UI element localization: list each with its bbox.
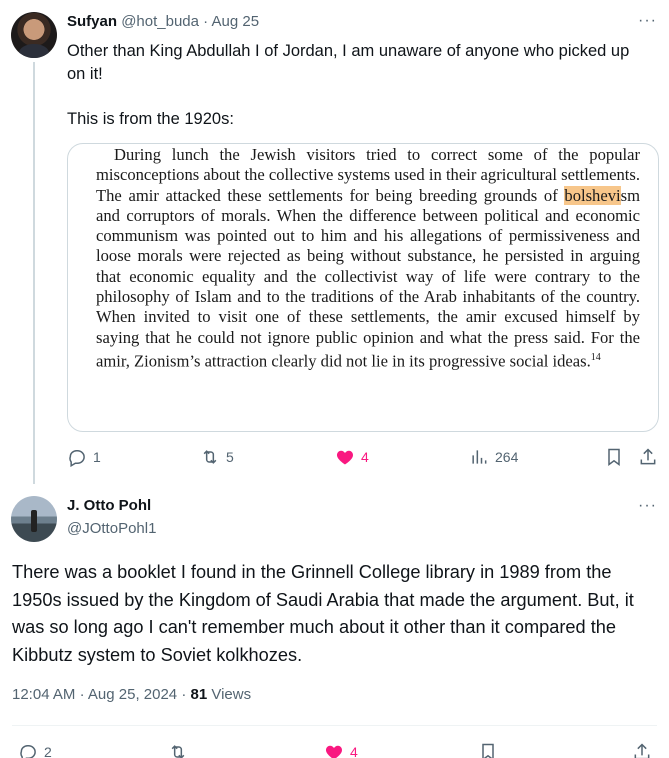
share-button[interactable]: [638, 447, 658, 467]
reply-count: 2: [44, 744, 52, 758]
views-count: 81: [190, 686, 208, 703]
like-icon: [335, 447, 355, 467]
bookmark-icon: [478, 742, 498, 758]
more-options-icon[interactable]: ···: [638, 497, 657, 514]
author-handle[interactable]: @hot_buda: [121, 13, 199, 30]
repost-icon: [200, 447, 220, 467]
highlighted-word: bolshevi: [564, 185, 621, 205]
reply-count: 1: [93, 449, 101, 465]
repost-icon: [168, 742, 188, 758]
avatar[interactable]: [11, 12, 57, 58]
footnote-marker: 14: [590, 351, 601, 363]
author-name[interactable]: Sufyan: [67, 13, 118, 30]
tweet-actions: [12, 742, 657, 758]
tweet-date[interactable]: Aug 25: [211, 13, 260, 30]
like-button[interactable]: [335, 447, 369, 467]
repost-button[interactable]: [168, 742, 188, 758]
bookmark-button[interactable]: [478, 742, 498, 758]
views-label: Views: [211, 686, 252, 703]
views-icon: [469, 447, 489, 467]
author-name[interactable]: J. Otto Pohl: [67, 497, 152, 514]
tweet-time[interactable]: 12:04 AM: [12, 686, 76, 703]
tweet-actions: [67, 447, 659, 469]
reply-button[interactable]: [67, 447, 101, 467]
tweet-text: There was a booklet I found in the Grinnell College library in 1989 from the 1950s issued by the Kingdom of Saudi Arabia that made the argument. But, it was so long ago I can't remember much about it other than it compared the Kibbutz system to Soviet kolkhozes.: [12, 562, 634, 665]
tweet-media-image[interactable]: [67, 143, 659, 432]
views-button[interactable]: [469, 447, 518, 467]
avatar[interactable]: [11, 496, 57, 542]
tweet-text-line: This is from the 1920s:: [67, 110, 234, 128]
scanned-book-text: [96, 145, 640, 372]
author-handle[interactable]: @JOttoPohl1: [67, 520, 157, 537]
tweet-text-line: Other than King Abdullah I of Jordan, I am unaware of anyone who picked up on it!: [67, 42, 630, 83]
repost-count: 5: [226, 449, 234, 465]
share-button[interactable]: [632, 742, 652, 758]
reply-icon: [18, 742, 38, 758]
thread-connector-line: [33, 62, 35, 484]
tweet-meta: [12, 686, 251, 703]
like-button[interactable]: [324, 742, 358, 758]
scan-text-part: During lunch the Jewish visitors tried to correct some of the popular misconceptions about the collective systems used in their agricultural settlements. The amir attacked these settlements for being breeding grounds of: [96, 145, 640, 205]
header-separator: ·: [203, 13, 209, 30]
meta-separator: ·: [181, 686, 187, 703]
divider: [12, 725, 657, 726]
share-icon: [632, 742, 652, 758]
tweet-text: [67, 40, 652, 131]
bookmark-button[interactable]: [604, 447, 624, 467]
views-count: 264: [495, 449, 519, 465]
like-icon: [324, 742, 344, 758]
bookmark-icon: [604, 447, 624, 467]
tweet-date[interactable]: Aug 25, 2024: [87, 686, 178, 703]
repost-button[interactable]: [200, 447, 234, 467]
meta-separator: ·: [79, 686, 85, 703]
like-count: 4: [361, 449, 369, 465]
reply-button[interactable]: [18, 742, 52, 758]
tweet-header: [67, 13, 259, 30]
reply-icon: [67, 447, 87, 467]
share-icon: [638, 447, 658, 467]
scan-text-part: sm and corruptors of morals. When the difference between political and economic communism was pointed out to him and his allegations of permissiveness and loose morals were rejected as being without substance, he persisted in arguing that economic equality and the collectivist way of life were contrary to the philosophy of Islam and to the traditions of the Arab inhabitants of the country. When invited to visit one of these settlements, the amir excused himself by saying that he could not ignore public opinion and what the press said. For the amir, Zionism’s attraction clearly did not lie in its progressive social ideas.: [96, 185, 640, 371]
more-options-icon[interactable]: ···: [638, 12, 657, 29]
like-count: 4: [350, 744, 358, 758]
